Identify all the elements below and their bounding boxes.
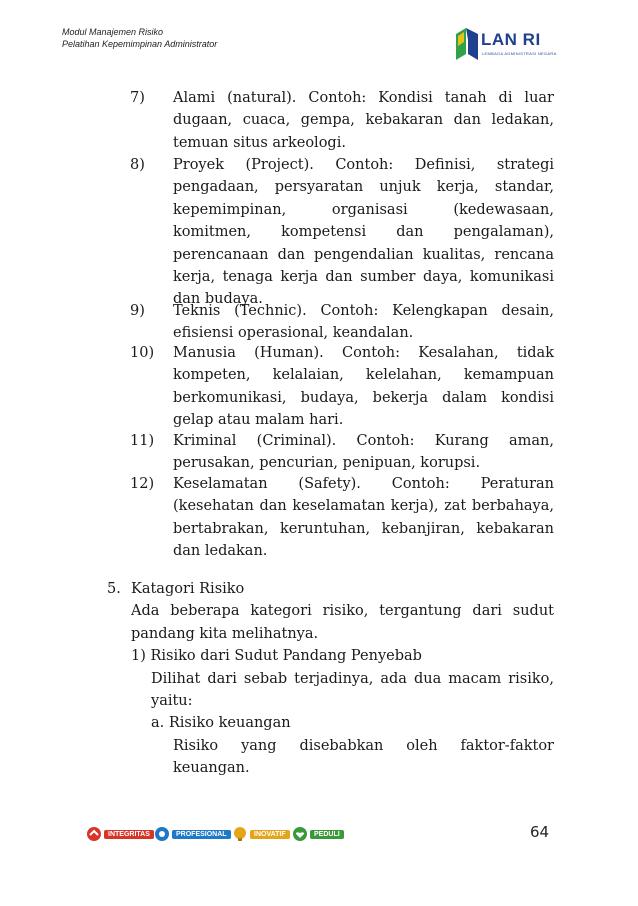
subsection-text: Dilihat dari sebab terjadinya, ada dua macam risiko, yaitu: <box>151 670 554 710</box>
value-inovatif <box>232 822 290 846</box>
item-number: 7) <box>130 90 145 106</box>
item-number: 11) <box>130 433 155 449</box>
list-item <box>130 154 554 311</box>
value-label: PROFESIONAL <box>172 830 231 839</box>
header-module-title: Modul Manajemen Risiko <box>62 27 164 37</box>
profesional-icon <box>154 826 170 842</box>
point-heading: a. Risiko keuangan <box>151 715 291 732</box>
peduli-icon <box>292 826 308 842</box>
core-values-banner <box>86 818 344 850</box>
running-header <box>62 26 217 50</box>
item-text: Proyek (Project). Contoh: Definisi, strategi pengadaan, persyaratan unjuk kerja, standar, kepemimpinan, organisasi (kedewasaan, komitmen, kompetensi dan pengalaman), perencanaan dan pengendalian kualitas, rencana kerja, tenaga kerja dan sumber daya, komunikasi dan budaya. <box>173 157 554 308</box>
value-label: INOVATIF <box>250 830 290 839</box>
item-number: 10) <box>130 345 155 361</box>
section-number: 5. <box>107 581 121 597</box>
header-course-title: Pelatihan Kepemimpinan Administrator <box>62 39 218 49</box>
inovatif-icon <box>232 826 248 842</box>
lan-ri-logo <box>452 24 572 66</box>
subsection-heading: 1) Risiko dari Sudut Pandang Penyebab <box>131 648 422 665</box>
list-item <box>130 473 554 563</box>
value-peduli <box>292 822 344 846</box>
list-item <box>130 87 554 154</box>
item-number: 9) <box>130 303 145 319</box>
list-item <box>130 430 554 475</box>
item-number: 12) <box>130 476 155 492</box>
value-profesional <box>154 822 231 846</box>
list-item <box>130 300 554 345</box>
page-number: 64 <box>530 823 550 841</box>
logo-subtext: LEMBAGA ADMINISTRASI NEGARA <box>482 51 557 56</box>
value-integritas <box>86 822 154 846</box>
section-body <box>131 578 554 780</box>
point-text: Risiko yang disebabkan oleh faktor-faktor keuangan. <box>173 737 554 777</box>
lan-ri-emblem-icon <box>452 24 482 64</box>
logo-text: LAN RI <box>481 30 541 49</box>
section-intro: Ada beberapa kategori risiko, tergantung dari sudut pandang kita melihatnya. <box>131 603 554 642</box>
value-label: PEDULI <box>310 830 344 839</box>
item-text: Keselamatan (Safety). Contoh: Peraturan (kesehatan dan keselamatan kerja), zat berbahaya, bertabrakan, keruntuhan, kebanjiran, kebakaran dan ledakan. <box>173 476 554 560</box>
item-text: Teknis (Technic). Contoh: Kelengkapan desain, efisiensi operasional, keandalan. <box>173 303 554 342</box>
section-title: Katagori Risiko <box>131 581 245 597</box>
item-text: Kriminal (Criminal). Contoh: Kurang aman, perusakan, pencurian, penipuan, korupsi. <box>173 433 554 472</box>
integritas-icon <box>86 826 102 842</box>
item-number: 8) <box>130 157 145 173</box>
item-text: Alami (natural). Contoh: Kondisi tanah di luar dugaan, cuaca, gempa, kebakaran dan ledakan, temuan situs arkeologi. <box>173 90 554 151</box>
list-item <box>130 342 554 432</box>
item-text: Manusia (Human). Contoh: Kesalahan, tidak kompeten, kelalaian, kelelahan, kemampuan berkomunikasi, budaya, bekerja dalam kondisi gelap atau malam hari. <box>173 345 554 429</box>
value-label: INTEGRITAS <box>104 830 154 839</box>
